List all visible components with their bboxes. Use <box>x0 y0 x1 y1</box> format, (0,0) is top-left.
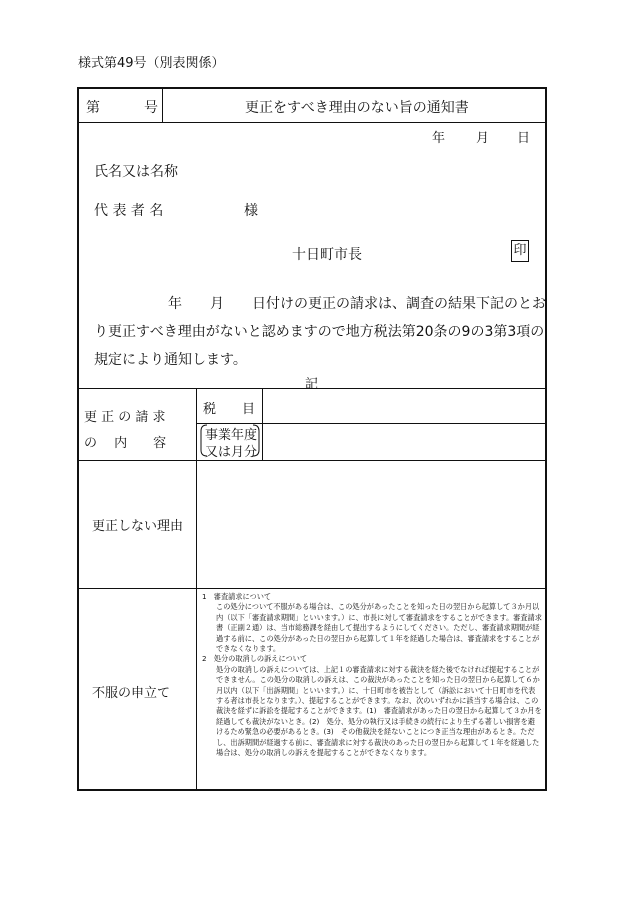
note-heading-2: 2 処分の取消しの訴えについて <box>202 654 308 664</box>
ki-marker: 記 <box>305 377 319 392</box>
period-label-line-1: 事業年度 <box>205 428 258 443</box>
appeal-notes <box>202 592 542 759</box>
representative-label: 代 表 者 名 <box>94 203 164 219</box>
header-divider <box>162 88 163 122</box>
note-paragraph-1: この処分について不服がある場合は、この処分があったことを知った日の翌日から起算して３か月以内（以下「審査請求期間」といいます。）に、市長に対して審査請求をすることができます。審査請求書（正副２通）は、当市総務課を経由して提出するようにしてください。ただし、審査請求期間が経過する前に、この処分があった日の翌日から起算して１年を経過した場合は、審査請求をすることができなくなります。 <box>216 602 542 654</box>
header-bottom-rule <box>78 122 546 123</box>
request-sub-divider <box>262 388 263 460</box>
date-month: 月 <box>476 131 490 146</box>
request-bottom-rule <box>78 460 546 461</box>
seal-mark: 印 <box>511 240 529 262</box>
period-label-line-2: 又は月分 <box>205 445 258 460</box>
note-heading-1: 1 審査請求について <box>202 592 272 601</box>
name-label: 氏名又は名称 <box>94 164 178 180</box>
number-label: 第 <box>86 100 100 116</box>
date-day: 日 <box>517 131 531 146</box>
date-year: 年 <box>432 131 446 146</box>
reason-bottom-rule <box>78 588 546 589</box>
honorific: 様 <box>244 203 258 219</box>
document-title: 更正をすべき理由のない旨の通知書 <box>245 100 469 116</box>
request-label-line-1: 更 正 の 請 求 <box>84 410 166 425</box>
appeal-label: 不服の申立て <box>92 686 171 701</box>
body-line-3: 規定により通知します。 <box>94 352 247 368</box>
body-line-1: 年 月 日付けの更正の請求は、調査の結果下記のとお <box>168 296 546 312</box>
request-label-line-2: の 内 容 <box>84 436 167 451</box>
number-suffix: 号 <box>144 100 158 116</box>
note-paragraph-2: 処分の取消しの訴えについては、上記１の審査請求に対する裁決を経た後でなければ提起することができません。この処分の取消しの訴えは、この裁決があったことを知った日の翌日から起算して６か月以内（以下「出訴期間」といいます。）に、十日町市を被告として（訴訟において十日町市を代表する者は市長となります。）、提起することができます。なお、次のいずれかに該当する場合は、この裁決を経ずに訴訟を提起することができます。(1) 審査請求があった日の翌日から起算して３か月を経過しても裁決がないとき。(2) 処分、処分の執行又は手続きの続行により生ずる著しい損害を避けるため緊急の必要があるとき。(3) その他裁決を経ないことにつき正当な理由があるとき。ただし、出訴期間が経過する前に、審査請求に対する裁決のあった日の翌日から起算して１年を経過した場合は、処分の取消しの訴えを提起することができなくなります。 <box>216 664 542 758</box>
tax-item-label: 税 目 <box>203 402 256 417</box>
issuer-name: 十日町市長 <box>292 247 362 263</box>
body-line-2: り更正すべき理由がないと認めますので地方税法第20条の9の3第3項の <box>94 324 545 340</box>
form-label: 様式第49号（別表関係） <box>78 56 225 71</box>
reason-label: 更正しない理由 <box>92 519 184 534</box>
label-column-divider <box>196 388 197 790</box>
